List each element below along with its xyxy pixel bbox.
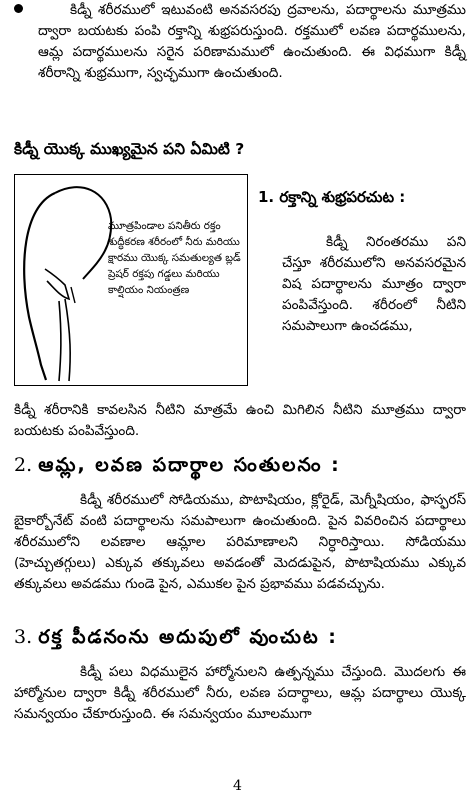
section-3-body: కిడ్నీ పలు విధములైన హార్మోనులని ఉత్పన్నము చేస్తుంది. మొదలగు ఈ హార్మోనుల ద్వారా కిడ్నీ శరీరములో నీరు, లవణ పదార్థాలు, ఆమ్ల పదార్థాలు యొక్క సమన్వయం చేకూరుస్తుంది. ఈ సమన్వయం మూలముగా xyxy=(14,664,466,722)
subsection-1-side-text: కిడ్నీ నిరంతరము పని చేస్తూ శరీరములోని అనవసరమైన విష పదార్థాలను మూత్రం ద్వారా పంపివేస్తుంది. శరీరంలో నీటిని సమపాలుగా ఉంచడము, xyxy=(282,234,466,334)
section-3-title: రక్త పీడనంను అదుపులో వుంచుట : xyxy=(38,626,338,648)
subsection-1-continued-text: కిడ్నీ శరీరానికి కావలసిన నీటిని మాత్రమే ఉంచి మిగిలిన నీటిని మూత్రము ద్వారా బయటకు పంపివేస్తుంది. xyxy=(14,402,466,439)
section-3-number: 3. xyxy=(14,626,33,648)
section-3-heading xyxy=(14,626,338,653)
section-2-heading xyxy=(14,454,341,481)
section-2-title: ఆమ్ల, లవణ పదార్థాల సంతులనం : xyxy=(38,454,341,476)
intro-paragraph: కిడ్నీ శరీరములో ఇటువంటి అనవసరపు ద్రవాలను, పదార్థాలను మూత్రము ద్వారా బయటకు పంపి రక్తాన్ని శుభ్రపరుస్తుంది. రక్తములో లవణ పదార్థములను, ఆమ్ల పదార్థములను సరైన పరిణామములో ఉంచుతుంది. ఈ విధముగా కిడ్నీ శరీరాన్ని శుభ్రముగా, స్వచ్ఛముగా ఉంచుతుంది. xyxy=(38,2,466,81)
figure-caption: మూత్రపిండాల పనితీరు రక్తం శుద్ధీకరణ శరీరంలో నీరు మరియు క్షారము యొక్క సమతుల్యత బ్లడ్ ప్రెషర్ రక్తపు గడ్డలు మరియు కాల్షియం నియంత్రణ xyxy=(108,220,241,296)
subsection-heading-1: 1. రక్తాన్ని శుభ్రపరచుట : xyxy=(258,188,406,206)
page-number: 4 xyxy=(233,778,242,794)
bullet-dot xyxy=(14,4,23,13)
section-2-number: 2. xyxy=(14,454,33,476)
section-2-body: కిడ్నీ శరీరములో సోడియము, పొటాషియం, క్లోరైడ్, మెగ్నీషియం, ఫాస్ఫరస్ బైకార్బోనేట్ వంటి పదార్థాలను సమపాలుగా ఉంచుతుంది. పైన వివరించిన పదార్థాలు శరీరములోని లవణాల ఆమ్లాల పరిమాణాలని నిర్ధారిస్తాయి. సోడియము (హెచ్చుతగ్గులు) ఎక్కువ తక్కువలు అవడంతో మెదడుపైన, పొటాషియము ఎక్కువ తక్కువలు అవడము గుండె పైన, ఎముకల పైన ప్రభావము పడవచ్చును. xyxy=(14,492,466,592)
question-heading: కిడ్నీ యొక్క ముఖ్యమైన పని ఏమిటి ? xyxy=(14,140,245,158)
